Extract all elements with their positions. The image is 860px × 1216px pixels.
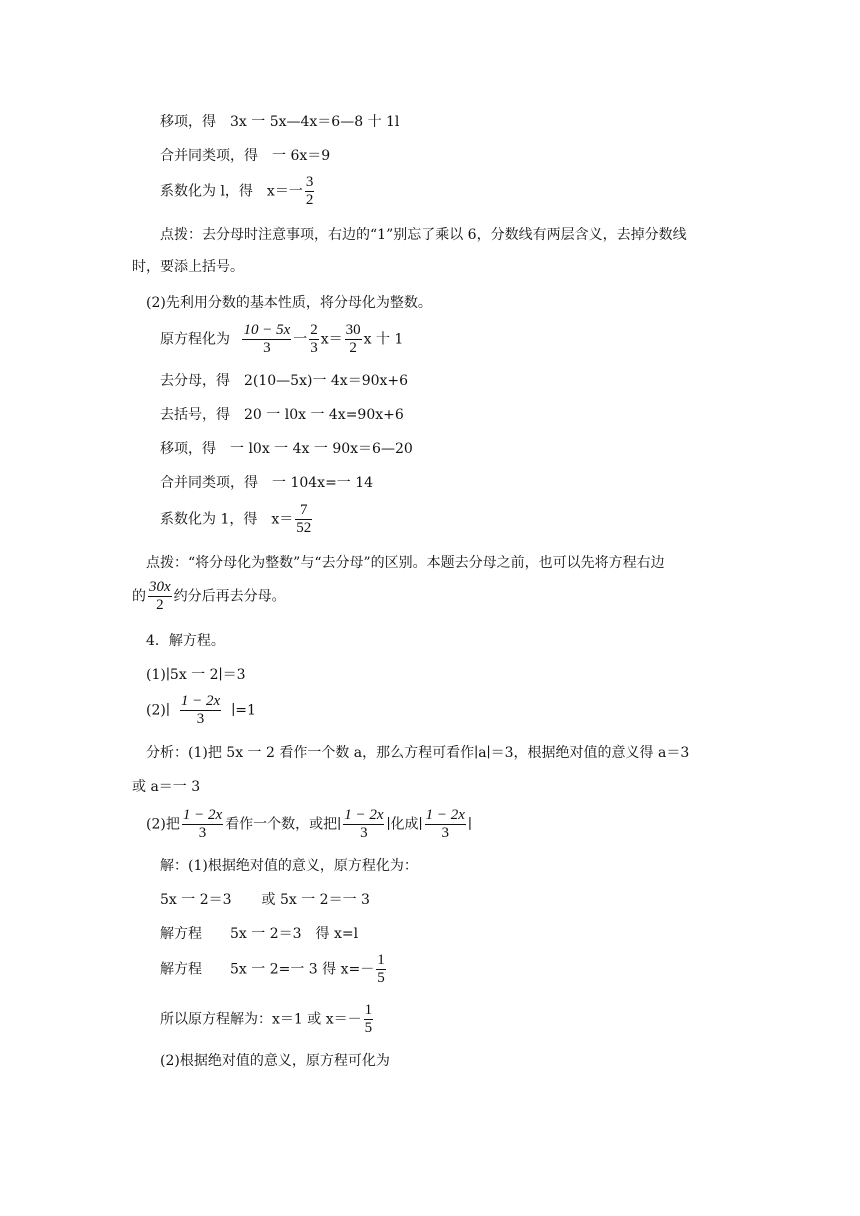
fraction-numerator: 7 [295, 502, 312, 520]
equation-line [160, 891, 370, 909]
fraction-denominator: 3 [263, 340, 271, 356]
text-line: 解：(1)根据绝对值的意义，原方程化为： [160, 858, 418, 874]
fraction-denominator: 5 [364, 1020, 373, 1036]
fraction-denominator: 5 [377, 970, 385, 986]
text-segment: 解方程 5x 一 2=一 3 得 x=－ [160, 961, 375, 978]
fraction-denominator: 3 [196, 711, 205, 727]
fraction-denominator: 3 [360, 825, 368, 841]
text-line: (1)∣5x 一 2∣＝3 [146, 667, 246, 683]
equation-line [160, 174, 316, 209]
fraction-denominator: 2 [349, 340, 357, 356]
equation-line [132, 579, 286, 614]
text-segment: 约分后再去分母。 [173, 588, 286, 605]
text-segment: ∣=1 [231, 702, 256, 719]
fraction-numerator: 1 − 2x [180, 693, 221, 709]
text-line: 合并同类项，得 一 104x=一 14 [160, 475, 374, 491]
text-line: (2)根据绝对值的意义，原方程可化为 [160, 1053, 390, 1069]
fraction-numerator: 1 − 2x [344, 807, 384, 823]
fraction [364, 1002, 374, 1037]
equation-line [160, 502, 314, 537]
equation-line [146, 807, 472, 842]
fraction-numerator: 10 − 5x [243, 322, 291, 338]
fraction-denominator: 3 [441, 825, 450, 841]
fraction [309, 322, 319, 357]
text-line: 去括号，得 20 一 l0x 一 4x=90x+6 [160, 407, 404, 423]
text-segment: ∣化成∣ [386, 816, 423, 833]
text-segment: 系数化为 1，得 x＝ [160, 511, 294, 528]
fraction [376, 952, 386, 987]
fraction-denominator: 2 [305, 192, 314, 208]
text-segment: ∣ [467, 816, 472, 833]
fraction [148, 579, 172, 614]
text-segment: (2)∣ [146, 702, 170, 719]
fraction [305, 174, 315, 209]
text-line: 解方程 5x 一 2＝3 得 x=l [160, 926, 359, 942]
fraction [182, 807, 223, 842]
text-segment: 或 5x 一 2＝一 3 [261, 892, 370, 908]
equation-line [160, 322, 403, 357]
fraction-denominator: 3 [310, 340, 318, 356]
fraction [343, 807, 384, 842]
text-line: 合并同类项，得 一 6x＝9 [160, 148, 331, 164]
text-line: 点拨：“将分母化为整数”与“去分母”的区别。本题去分母之前，也可以先将方程右边 [146, 555, 665, 571]
text-line: (2)先利用分数的基本性质，将分母化为整数。 [146, 295, 432, 311]
text-line: 去分母，得 2(10—5x)一 4x＝90x+6 [160, 373, 409, 389]
text-segment: 一 [293, 331, 308, 348]
fraction-numerator: 1 − 2x [182, 807, 223, 823]
equation-line [160, 952, 388, 987]
fraction-numerator: 1 [377, 952, 385, 968]
fraction-denominator: 52 [296, 520, 312, 536]
equation-line [160, 1002, 375, 1037]
fraction-numerator: 1 − 2x [425, 807, 465, 823]
text-line: 移项，得 3x 一 5x—4x＝6—8 十 1l [160, 114, 400, 130]
section-heading: 4．解方程。 [146, 633, 225, 649]
text-line: 分析：(1)把 5x 一 2 看作一个数 a，那么方程可看作∣a∣＝3，根据绝对值的意义得 a＝3 [146, 745, 690, 761]
text-segment: 原方程化为 [160, 331, 230, 348]
text-line: 点拨：去分母时注意事项，右边的“1”别忘了乘以 6，分数线有两层含义，去掉分数线 [160, 227, 687, 243]
text-segment: x＝ [320, 331, 343, 348]
text-line: 移项，得 一 l0x 一 4x 一 90x＝6—20 [160, 441, 413, 457]
text-segment: 5x 一 2＝3 [160, 892, 232, 908]
fraction-numerator: 30 [345, 322, 361, 338]
text-line: 时，要添上括号。 [132, 259, 244, 275]
fraction [295, 502, 312, 537]
fraction-denominator: 3 [198, 825, 207, 841]
fraction [180, 693, 221, 728]
text-segment: 系数化为 l，得 x＝一 [160, 183, 303, 200]
text-segment: 的 [132, 588, 146, 605]
fraction-numerator: 3 [305, 174, 314, 190]
fraction-denominator: 2 [156, 597, 164, 613]
equation-line [146, 693, 256, 728]
fraction [345, 322, 362, 357]
fraction-numerator: 2 [310, 322, 318, 338]
text-segment: 所以原方程解为：x＝1 或 x＝－ [160, 1011, 362, 1028]
text-segment: x 十 1 [363, 331, 404, 348]
fraction-numerator: 1 [364, 1002, 373, 1018]
fraction [242, 322, 291, 357]
fraction-numerator: 30x [149, 579, 171, 595]
text-segment: 看作一个数，或把∣ [225, 816, 342, 833]
text-line: 或 a＝一 3 [132, 779, 201, 795]
fraction [425, 807, 466, 842]
text-segment: (2)把 [146, 816, 180, 833]
